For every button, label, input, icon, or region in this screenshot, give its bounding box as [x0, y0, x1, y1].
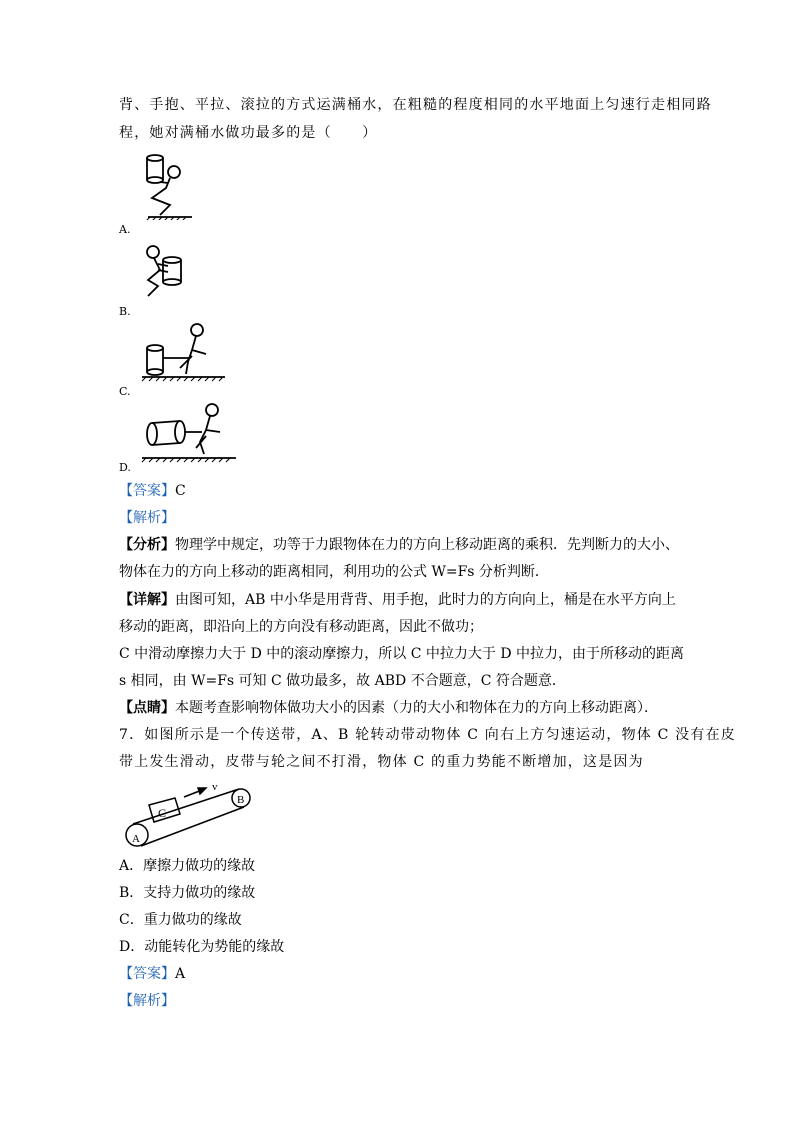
option-d-label: D.	[119, 461, 131, 474]
figure-c-flat-pull	[140, 322, 230, 382]
option-a-label: A.	[119, 223, 131, 236]
q6-xiangjie-line-1	[119, 590, 676, 610]
option-b-label: B.	[119, 305, 131, 318]
label-v: v	[212, 781, 218, 793]
label-c: C	[158, 806, 167, 820]
q7-analysis-tag: 【解析】	[119, 993, 175, 1009]
q6-answer	[119, 481, 186, 501]
figure-a-back-carry	[140, 150, 200, 220]
dianjing-tag: 【点睛】	[119, 700, 175, 716]
q6-fenxi-line-2: 物体在力的方向上移动的距离相同，利用功的公式 W=Fs 分析判断．	[119, 564, 549, 580]
fenxi-text-1: 物理学中规定，功等于力跟物体在力的方向上移动距离的乘积．先判断力的大小、	[175, 537, 679, 553]
q7-answer-tag: 【答案】	[119, 966, 175, 982]
velocity-arrowhead	[198, 788, 206, 794]
option-c-label: C.	[119, 385, 131, 398]
q6-xiangjie-line-4: s 相同，由 W=Fs 可知 C 做功最多，故 ABD 不合题意，C 符合题意．	[119, 673, 566, 689]
figure-b-arm-carry	[140, 242, 200, 302]
fenxi-tag: 【分析】	[119, 537, 175, 553]
dianjing-text: 本题考查影响物体做功大小的因素（力的大小和物体在力的方向上移动距离）．	[175, 700, 658, 716]
label-a: A	[132, 833, 140, 845]
q6-analysis-tag: 【解析】	[119, 510, 175, 526]
belt-bottom	[141, 807, 244, 846]
q7-stem-line-2: 带上发生滑动，皮带与轮之间不打滑，物体 C 的重力势能不断增加，这是因为	[119, 754, 644, 770]
q6-xiangjie-line-3: C 中滑动摩擦力大于 D 中的滚动摩擦力，所以 C 中拉力大于 D 中拉力，由于所移动的距离	[119, 646, 685, 662]
q7-answer-value: A	[175, 966, 186, 982]
q7-option-b: B．支持力做功的缘故	[119, 885, 256, 901]
q6-dianjing	[119, 698, 658, 718]
q7-option-c: C．重力做功的缘故	[119, 912, 242, 928]
q6-xiangjie-line-2: 移动的距离，即沿向上的方向没有移动距离，因此不做功；	[119, 619, 483, 635]
xiangjie-text-1: 由图可知，AB 中小华是用背背、用手抱，此时力的方向向上，桶是在水平方向上	[175, 592, 676, 608]
q6-stem-line-1: 背、手抱、平拉、滚拉的方式运满桶水，在粗糙的程度相同的水平地面上匀速行走相同路	[119, 97, 712, 113]
q6-fenxi-line-1	[119, 535, 679, 555]
label-b: B	[237, 794, 245, 806]
q6-stem-line-2: 程，她对满桶水做功最多的是（ ）	[119, 125, 378, 141]
xiangjie-tag: 【详解】	[119, 592, 175, 608]
answer-tag: 【答案】	[119, 483, 175, 499]
q7-option-a: A．摩擦力做功的缘故	[119, 858, 256, 874]
q7-answer	[119, 964, 185, 984]
q7-stem-line-1: 7．如图所示是一个传送带，A、B 轮转动带动物体 C 向右上方匀速运动，物体 C 没有在皮	[119, 727, 736, 743]
conveyor-belt-figure	[118, 778, 258, 850]
figure-d-roll-pull	[140, 402, 240, 464]
answer-value: C	[175, 483, 186, 499]
q7-option-d: D．动能转化为势能的缘故	[119, 939, 285, 955]
